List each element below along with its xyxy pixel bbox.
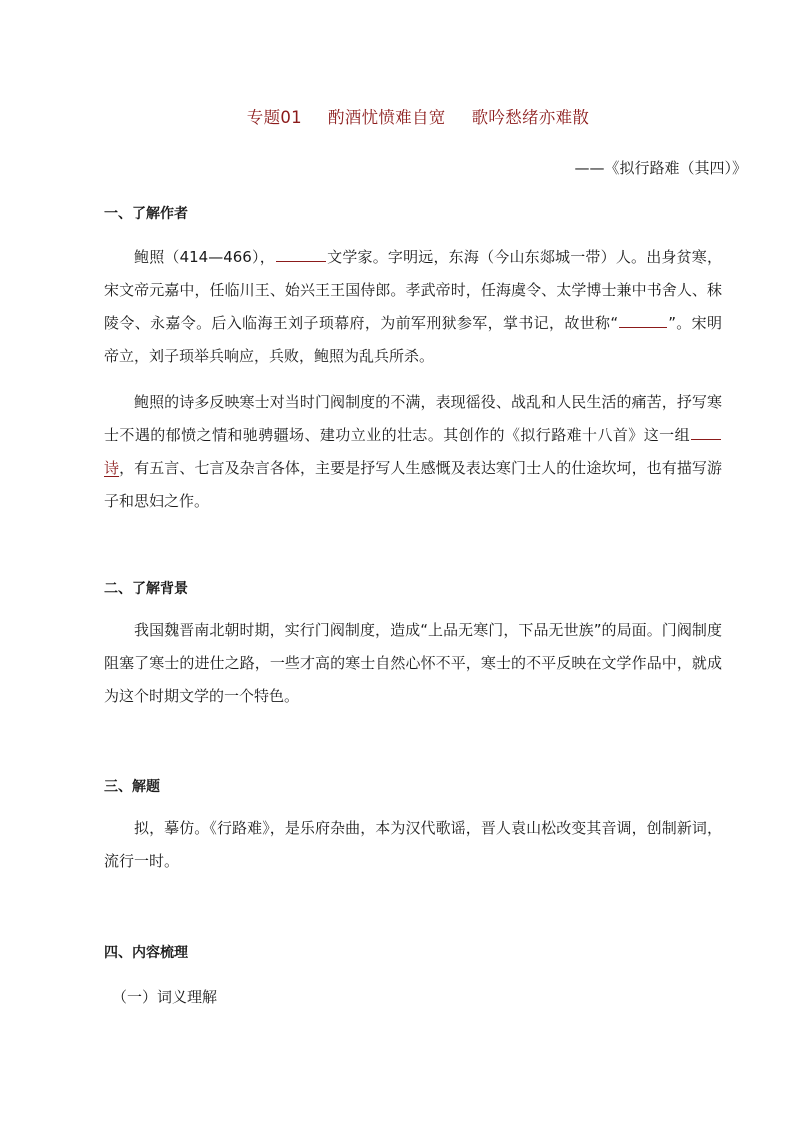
document-title [0, 104, 794, 128]
poetry-word-underlined: 诗 [104, 459, 120, 477]
fill-blank-dynasty[interactable] [276, 244, 326, 262]
poetry-style-text: 鲍照的诗多反映寒士对当时门阀制度的不满，表现徭役、战乱和人民生活的痛苦，抒写寒士不遇的郁愤之情和驰骋疆场、建功立业的壮志。其创作的《拟行路难十八首》这一组 [104, 393, 722, 444]
title-phrase-2: 歌吟愁绪亦难散 [471, 108, 590, 127]
author-intro-text: 鲍照（414—466）， [134, 248, 275, 266]
poetry-content-text: ，有五言、七言及杂言各体，主要是抒写人生感慨及表达寒门士人的仕途坎坷，也有描写游子和思妇之作。 [104, 459, 722, 510]
section-heading-background: 二、了解背景 [104, 581, 188, 597]
background-paragraph: 我国魏晋南北朝时期，实行门阀制度，造成“上品无寒门，下品无世族”的局面。门阀制度阻塞了寒士的进仕之路，一些才高的寒士自然心怀不平，寒士的不平反映在文学作品中，就成为这个时期文学的一个特色。 [104, 621, 722, 705]
fill-blank-poetry-type[interactable] [691, 422, 721, 440]
section-heading-content: 四、内容梳理 [104, 945, 188, 961]
author-death-text: ”。宋明帝立，刘子顼举兵响应，兵败，鲍照为乱兵所杀。 [104, 314, 722, 365]
title-topic-number: 专题01 [246, 108, 302, 127]
section-heading-author: 一、了解作者 [104, 206, 188, 222]
author-paragraph-1 [104, 241, 722, 373]
author-paragraph-2 [104, 386, 722, 518]
subsection-word-meaning: （一）词义理解 [112, 988, 218, 1006]
author-bio-text: 文学家。字明远，东海（今山东郯城一带）人。出身贫寒，宋文帝元嘉中，任临川王、始兴王王国侍郎。孝武帝时，任海虞令、太学博士兼中书舍人、秣陵令、永嘉令。后入临海王刘子顼幕府，为前军刑狱参军，掌书记，故世称“ [104, 248, 722, 332]
section-heading-title-explanation: 三、解题 [104, 779, 160, 795]
fill-blank-title[interactable] [619, 310, 667, 328]
title-phrase-1: 酌酒忧愤难自宽 [327, 108, 446, 127]
title-explanation-paragraph: 拟，摹仿。《行路难》，是乐府杂曲，本为汉代歌谣，晋人袁山松改变其音调，创制新词，流行一时。 [104, 819, 722, 870]
poem-subtitle: ——《拟行路难（其四）》 [574, 159, 747, 177]
